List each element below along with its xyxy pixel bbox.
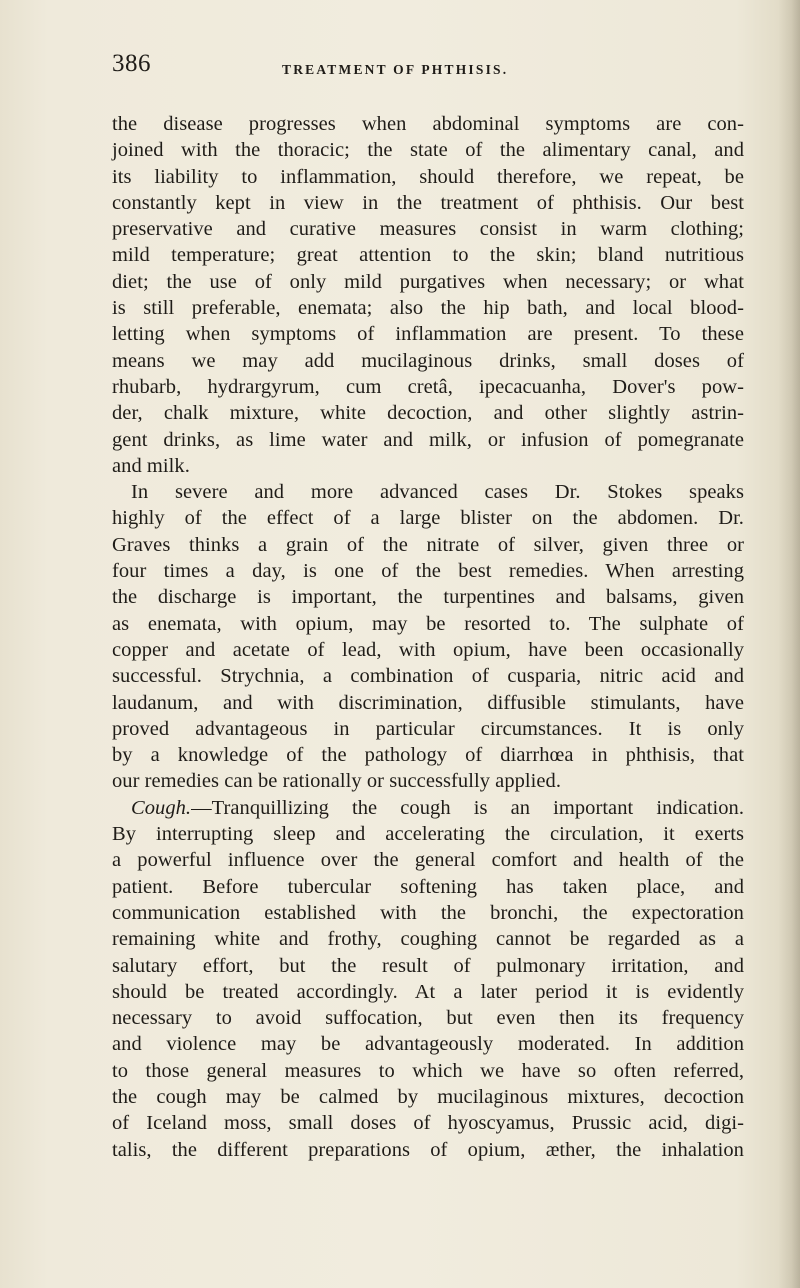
text-line: mild temperature; great attention to the skin; bland nutritious — [112, 244, 744, 267]
text-line: necessary to avoid suffocation, but even then its frequency — [112, 1007, 744, 1030]
text-line: a powerful influence over the general comfort and health of the — [112, 849, 744, 872]
page-header — [112, 50, 732, 90]
text-line: by a knowledge of the pathology of diarrhœa in phthisis, that — [112, 744, 744, 767]
text-line-continuation: —Tranquillizing the cough is an important indication. — [191, 796, 744, 819]
text-line: the cough may be calmed by mucilaginous mixtures, decoction — [112, 1085, 744, 1108]
text-line: rhubarb, hydrargyrum, cum cretâ, ipecacuanha, Dover's pow- — [112, 375, 744, 398]
page-edge-shadow — [778, 0, 800, 1288]
text-line: laudanum, and with discrimination, diffusible stimulants, have — [112, 691, 744, 714]
text-line: the disease progresses when abdominal symptoms are con- — [112, 113, 744, 135]
text-line: should be treated accordingly. At a later period it is evidently — [112, 980, 744, 1003]
text-line: the discharge is important, the turpentines and balsams, given — [112, 586, 744, 609]
text-line: four times a day, is one of the best remedies. When arresting — [112, 560, 744, 583]
text-line: preservative and curative measures consist in warm clothing; — [112, 218, 744, 241]
page-number: 386 — [112, 50, 151, 77]
text-line: to those general measures to which we have so often referred, — [112, 1059, 744, 1082]
text-line: its liability to inflammation, should therefore, we repeat, be — [112, 165, 744, 188]
text-line: salutary effort, but the result of pulmonary irritation, and — [112, 954, 744, 977]
text-line: our remedies can be rationally or successfully applied. — [112, 770, 562, 793]
text-line: proved advantageous in particular circumstances. It is only — [112, 717, 744, 740]
text-line: and milk. — [112, 454, 190, 477]
running-head: TREATMENT OF PHTHISIS. — [282, 62, 509, 77]
text-line: der, chalk mixture, white decoction, and other slightly astrin- — [112, 402, 744, 425]
text-line: letting when symptoms of inflammation are present. To these — [112, 323, 744, 346]
text-line: gent drinks, as lime water and milk, or infusion of pomegranate — [112, 428, 744, 451]
text-line: constantly kept in view in the treatment of phthisis. Our best — [112, 191, 744, 214]
text-line: joined with the thoracic; the state of the alimentary canal, and — [112, 139, 744, 162]
text-line: as enemata, with opium, may be resorted to. The sulphate of — [112, 612, 744, 635]
text-line: means we may add mucilaginous drinks, small doses of — [112, 349, 744, 372]
text-line: By interrupting sleep and accelerating the circulation, it exerts — [112, 823, 744, 846]
text-line: communication established with the bronchi, the expectoration — [112, 901, 744, 924]
text-line: highly of the effect of a large blister on the abdomen. Dr. — [112, 507, 744, 530]
section-heading-cough: Cough. — [131, 796, 192, 819]
text-line: is still preferable, enemata; also the hip bath, and local blood- — [112, 297, 744, 320]
text-line: remaining white and frothy, coughing cannot be regarded as a — [112, 928, 744, 951]
text-line: successful. Strychnia, a combination of cusparia, nitric acid and — [112, 665, 744, 688]
text-line: copper and acetate of lead, with opium, have been occasionally — [112, 638, 744, 661]
body-text — [112, 111, 744, 1163]
text-line: Graves thinks a grain of the nitrate of silver, given three or — [112, 533, 744, 556]
paragraph-start-line: In severe and more advanced cases Dr. Stokes speaks — [131, 481, 744, 504]
paragraph-start-line — [112, 795, 744, 821]
text-line: talis, the different preparations of opium, æther, the inhalation — [112, 1138, 744, 1161]
text-line: of Iceland moss, small doses of hyoscyamus, Prussic acid, digi- — [112, 1112, 744, 1135]
text-line: and violence may be advantageously moderated. In addition — [112, 1033, 744, 1056]
text-line: patient. Before tubercular softening has taken place, and — [112, 875, 744, 898]
text-line: diet; the use of only mild purgatives when necessary; or what — [112, 270, 744, 293]
